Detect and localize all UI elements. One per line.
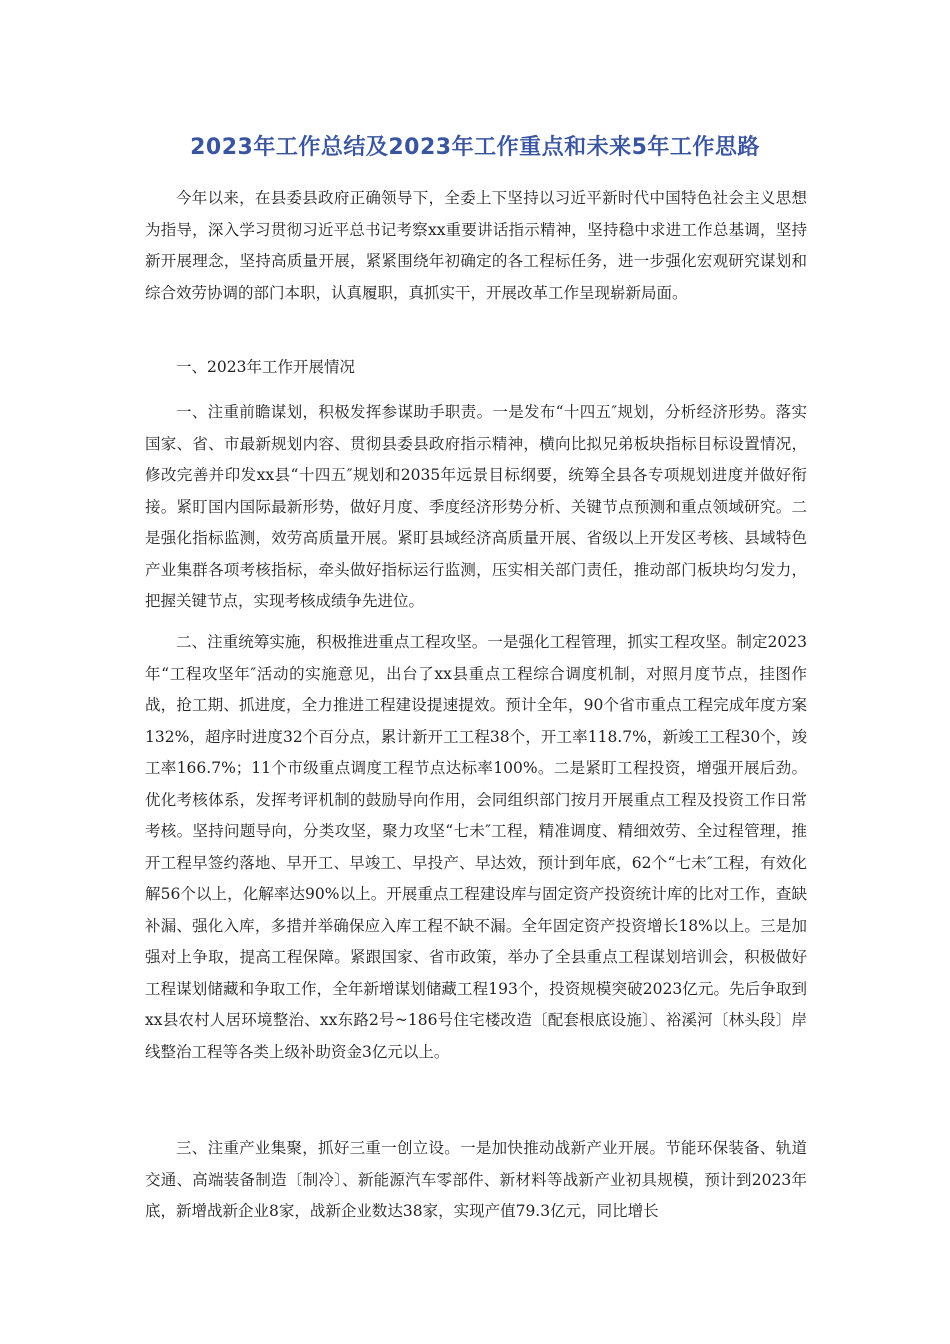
body-paragraph-2: 二、注重统筹实施，积极推进重点工程攻坚。一是强化工程管理，抓实工程攻坚。制定2023年“工程攻坚年″活动的实施意见，出台了xx县重点工程综合调度机制，对照月度节点，挂图作战，抢工期、抓进度，全力推进工程建设提速提效。预计全年，90个省市重点工程完成年度方案132%，超序时进度32个百分点，累计新开工工程38个，开工率118.7%，新竣工工程30个，竣工率166.7%；11个市级重点调度工程节点达标率100%。二是紧盯工程投资，增强开展后劲。优化考核体系，发挥考评机制的鼓励导向作用，会同组织部门按月开展重点工程及投资工作日常考核。坚持问题导向，分类攻坚，聚力攻坚“七未″工程，精准调度、精细效劳、全过程管理，推开工程早签约落地、早开工、早竣工、早投产、早达效，预计到年底，62个“七未″工程，有效化解56个以上，化解率达90%以上。开展重点工程建设库与固定资产投资统计库的比对工作，查缺补漏、强化入库，多措并举确保应入库工程不缺不漏。全年固定资产投资增长18%以上。三是加强对上争取，提高工程保障。紧跟国家、省市政策，举办了全县重点工程谋划培训会，积极做好工程谋划储藏和争取工作，全年新增谋划储藏工程193个，投资规模突破2023亿元。先后争取到xx县农村人居环境整治、xx东路2号~186号住宅楼改造〔配套根底设施〕、裕溪河〔林头段〕岸线整治工程等各类上级补助资金3亿元以上。 [145,633,807,1061]
body-paragraph-1: 一、注重前瞻谋划，积极发挥参谋助手职责。一是发布“十四五″规划，分析经济形势。落实国家、省、市最新规划内容、贯彻县委县政府指示精神，横向比拟兄弟板块指标目标设置情况，修改完善并印发xx县“十四五″规划和2035年远景目标纲要，统筹全县各专项规划进度并做好衔接。紧盯国内国际最新形势，做好月度、季度经济形势分析、关键节点预测和重点领域研究。二是强化指标监测，效劳高质量开展。紧盯县域经济高质量开展、省级以上开发区考核、县域特色产业集群各项考核指标，牵头做好指标运行监测，压实相关部门责任，推动部门板块均匀发力，把握关键节点，实现考核成绩争先进位。 [145,403,807,610]
section-heading: 一、2023年工作开展情况 [176,358,355,376]
body-paragraph-3: 三、注重产业集聚，抓好三重一创立设。一是加快推动战新产业开展。节能环保装备、轨道交通、高端装备制造〔制冷〕、新能源汽车零部件、新材料等战新产业初具规模，预计到2023年底，新增战新企业8家，战新企业数达38家，实现产值79.3亿元，同比增长 [145,1139,807,1220]
intro-paragraph: 今年以来，在县委县政府正确领导下，全委上下坚持以习近平新时代中国特色社会主义思想为指导，深入学习贯彻习近平总书记考察xx重要讲话指示精神，坚持稳中求进工作总基调，坚持新开展理念，坚持高质量开展，紧紧围绕年初确定的各工程标任务，进一步强化宏观研究谋划和综合效劳协调的部门本职，认真履职，真抓实干，开展改革工作呈现崭新局面。 [145,189,807,302]
document-title: 2023年工作总结及2023年工作重点和未来5年工作思路 [190,135,760,160]
